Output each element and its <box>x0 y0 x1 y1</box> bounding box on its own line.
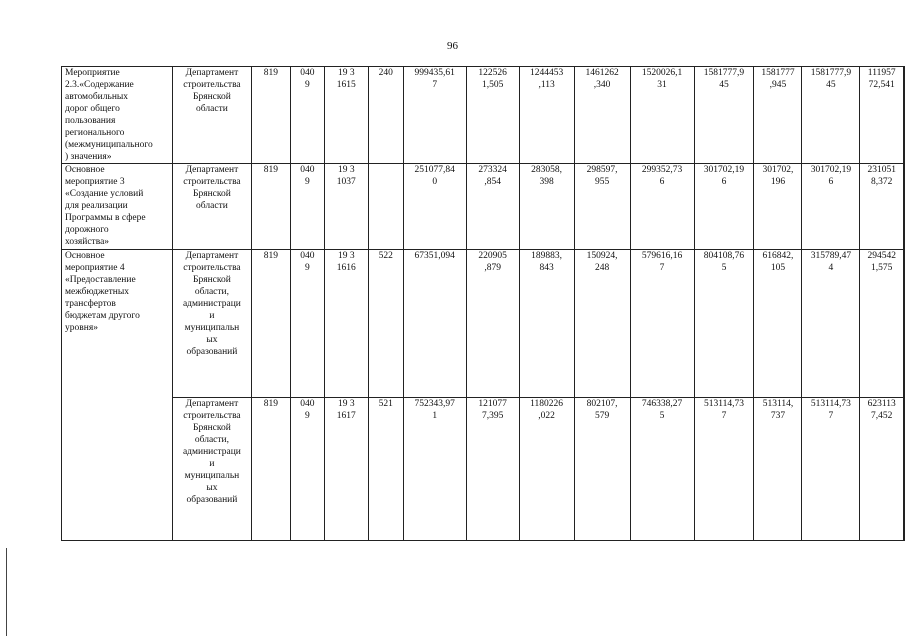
expense-type-cell: 521 <box>368 398 403 541</box>
expense-type-cell <box>368 164 403 250</box>
value-cell: 298597, 955 <box>574 164 630 250</box>
target-article-cell: 19 3 1615 <box>324 67 368 164</box>
value-cell: 122526 1,505 <box>466 67 519 164</box>
value-cell: 299352,73 6 <box>630 164 694 250</box>
expense-type-cell: 522 <box>368 250 403 398</box>
total-value-cell: 623113 7,452 <box>860 398 904 541</box>
value-cell: 752343,97 1 <box>403 398 466 541</box>
scan-margin-line <box>6 548 7 636</box>
grbs-code-cell: 819 <box>251 398 290 541</box>
activity-name-cell: Основное мероприятие 4 «Предоставление межбюджетных трансфертов бюджетам другого уровня» <box>62 250 173 541</box>
target-article-cell: 19 3 1617 <box>324 398 368 541</box>
target-article-cell: 19 3 1037 <box>324 164 368 250</box>
value-cell: 301702,19 6 <box>802 164 860 250</box>
table-row <box>62 250 905 398</box>
value-cell: 121077 7,395 <box>466 398 519 541</box>
value-cell: 1461262 ,340 <box>574 67 630 164</box>
grbs-code-cell: 819 <box>251 164 290 250</box>
department-cell: Департамент строительства Брянской области <box>172 164 251 250</box>
page-number: 96 <box>447 40 458 52</box>
total-value-cell: 231051 8,372 <box>860 164 904 250</box>
section-code-cell: 040 9 <box>290 398 324 541</box>
value-cell: 999435,61 7 <box>403 67 466 164</box>
value-cell: 1520026,1 31 <box>630 67 694 164</box>
value-cell: 251077,84 0 <box>403 164 466 250</box>
value-cell: 513114, 737 <box>754 398 802 541</box>
expense-type-cell: 240 <box>368 67 403 164</box>
department-cell: Департамент строительства Брянской области, администраци и муниципальн ых образований <box>172 398 251 541</box>
value-cell: 283058, 398 <box>519 164 574 250</box>
value-cell: 189883, 843 <box>519 250 574 398</box>
value-cell: 1244453 ,113 <box>519 67 574 164</box>
value-cell: 301702,19 6 <box>694 164 754 250</box>
table-row <box>62 67 905 164</box>
activity-name-cell: Основное мероприятие 3 «Создание условий для реализации Программы в сфере дорожного хозяйства» <box>62 164 173 250</box>
value-cell: 1581777,9 45 <box>694 67 754 164</box>
value-cell: 1180226 ,022 <box>519 398 574 541</box>
value-cell: 579616,16 7 <box>630 250 694 398</box>
department-cell: Департамент строительства Брянской области <box>172 67 251 164</box>
table-row <box>62 398 905 541</box>
budget-table <box>61 66 905 541</box>
section-code-cell: 040 9 <box>290 250 324 398</box>
value-cell: 616842, 105 <box>754 250 802 398</box>
total-value-cell: 294542 1,575 <box>860 250 904 398</box>
value-cell: 150924, 248 <box>574 250 630 398</box>
department-cell: Департамент строительства Брянской области, администраци и муниципальн ых образований <box>172 250 251 398</box>
value-cell: 273324 ,854 <box>466 164 519 250</box>
grbs-code-cell: 819 <box>251 250 290 398</box>
value-cell: 301702, 196 <box>754 164 802 250</box>
grbs-code-cell: 819 <box>251 67 290 164</box>
value-cell: 315789,47 4 <box>802 250 860 398</box>
value-cell: 513114,73 7 <box>694 398 754 541</box>
section-code-cell: 040 9 <box>290 67 324 164</box>
table-row <box>62 164 905 250</box>
section-code-cell: 040 9 <box>290 164 324 250</box>
value-cell: 513114,73 7 <box>802 398 860 541</box>
activity-name-cell: Мероприятие 2.3.«Содержание автомобильных дорог общего пользования регионального (межмуниципального ) значения» <box>62 67 173 164</box>
target-article-cell: 19 3 1616 <box>324 250 368 398</box>
value-cell: 804108,76 5 <box>694 250 754 398</box>
total-value-cell: 111957 72,541 <box>860 67 904 164</box>
value-cell: 1581777,9 45 <box>802 67 860 164</box>
value-cell: 746338,27 5 <box>630 398 694 541</box>
value-cell: 1581777 ,945 <box>754 67 802 164</box>
value-cell: 220905 ,879 <box>466 250 519 398</box>
value-cell: 67351,094 <box>403 250 466 398</box>
value-cell: 802107, 579 <box>574 398 630 541</box>
